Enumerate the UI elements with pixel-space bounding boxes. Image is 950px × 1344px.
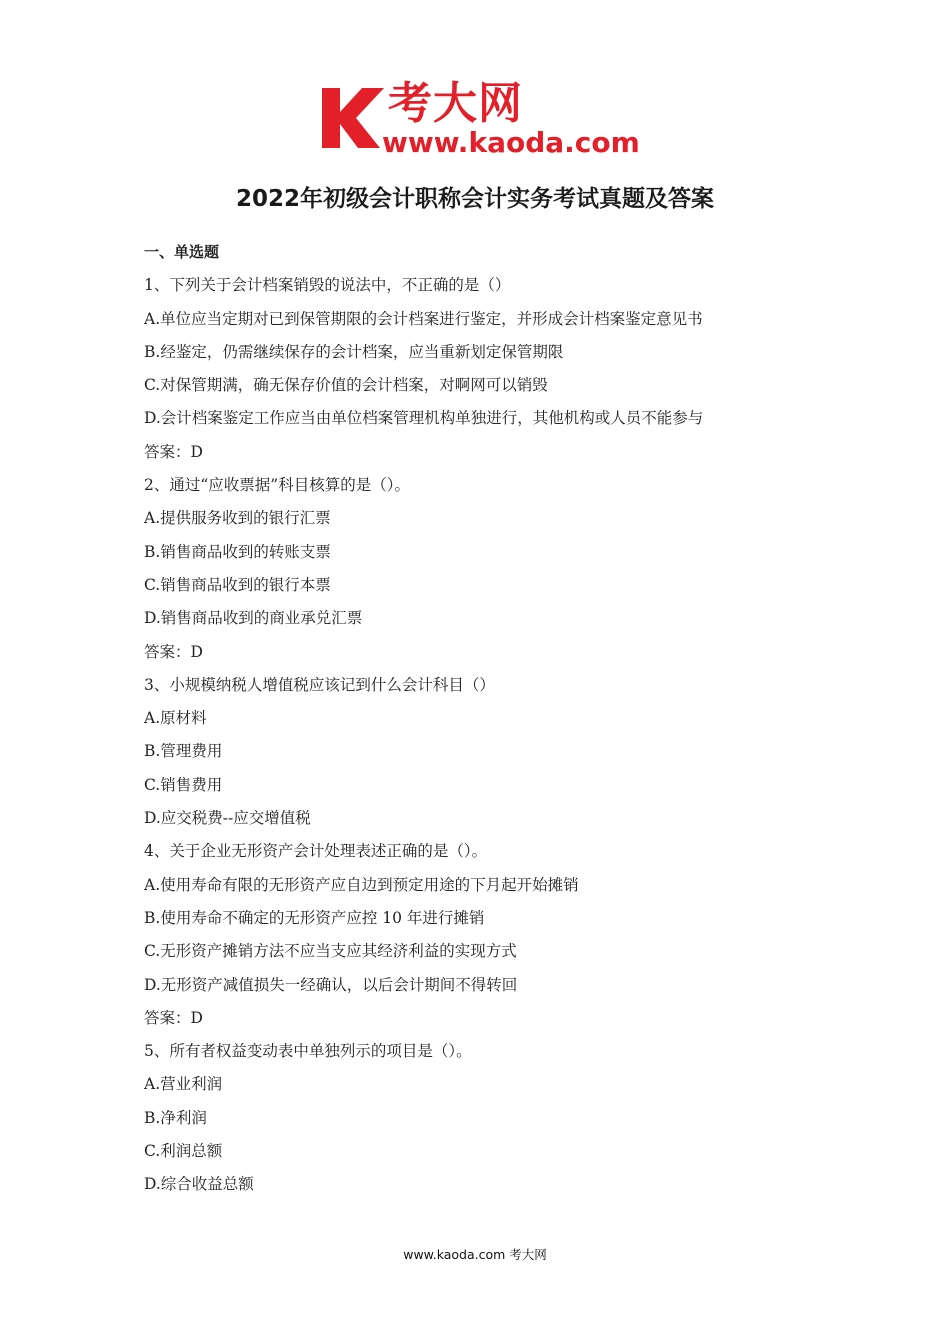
question-option: C.销售商品收到的银行本票 (144, 575, 331, 594)
question-option: D.会计档案鉴定工作应当由单位档案管理机构单独进行，其他机构或人员不能参与 (144, 409, 704, 428)
question-option: B.管理费用 (144, 742, 223, 761)
question-option: D.销售商品收到的商业承兑汇票 (144, 609, 363, 628)
question-option: B.净利润 (144, 1108, 207, 1127)
question-stem: 2、通过“应收票据”科目核算的是（）。 (144, 476, 410, 495)
question-answer: 答案：D (144, 442, 203, 461)
question-option: D.综合收益总额 (144, 1175, 254, 1194)
page-footer: www.kaoda.com 考大网 (403, 1247, 547, 1262)
question-option: A.营业利润 (144, 1075, 223, 1094)
question-option: A.原材料 (144, 709, 207, 728)
page-title: 2022年初级会计职称会计实务考试真题及答案 (235, 186, 714, 212)
logo-brand-name: 考大网 (388, 78, 523, 129)
question-option: C.无形资产摊销方法不应当支应其经济利益的实现方式 (144, 942, 517, 961)
kaoda-logo (318, 80, 638, 160)
question-stem: 5、所有者权益变动表中单独列示的项目是（）。 (144, 1042, 472, 1061)
question-option: B.经鉴定，仍需继续保存的会计档案，应当重新划定保管期限 (144, 342, 564, 361)
question-answer: 答案：D (144, 1008, 203, 1027)
question-stem: 4、关于企业无形资产会计处理表述正确的是（）。 (144, 842, 488, 861)
question-option: D.无形资产减值损失一经确认，以后会计期间不得转回 (144, 975, 518, 994)
question-option: C.利润总额 (144, 1142, 223, 1161)
question-option: D.应交税费--应交增值税 (144, 809, 311, 828)
document-body (144, 236, 824, 1202)
question-option: B.销售商品收到的转账支票 (144, 542, 331, 561)
question-option: B.使用寿命不确定的无形资产应控 10 年进行摊销 (144, 908, 485, 927)
question-option: A.单位应当定期对已到保管期限的会计档案进行鉴定，并形成会计档案鉴定意见书 (144, 309, 703, 328)
question-option: A.使用寿命有限的无形资产应自边到预定用途的下月起开始摊销 (144, 875, 579, 894)
question-stem: 3、小规模纳税人增值税应该记到什么会计科目（） (144, 675, 495, 694)
question-option: A.提供服务收到的银行汇票 (144, 509, 331, 528)
question-stem: 1、下列关于会计档案销毁的说法中，不正确的是（） (144, 276, 511, 295)
question-answer: 答案：D (144, 642, 203, 661)
logo-brand-url: www.kaoda.com (382, 126, 640, 159)
question-option: C.对保管期满，确无保存价值的会计档案，对啊网可以销毁 (144, 376, 548, 395)
section-heading: 一、单选题 (144, 243, 220, 261)
k-logo-icon (318, 82, 388, 152)
question-option: C.销售费用 (144, 775, 223, 794)
